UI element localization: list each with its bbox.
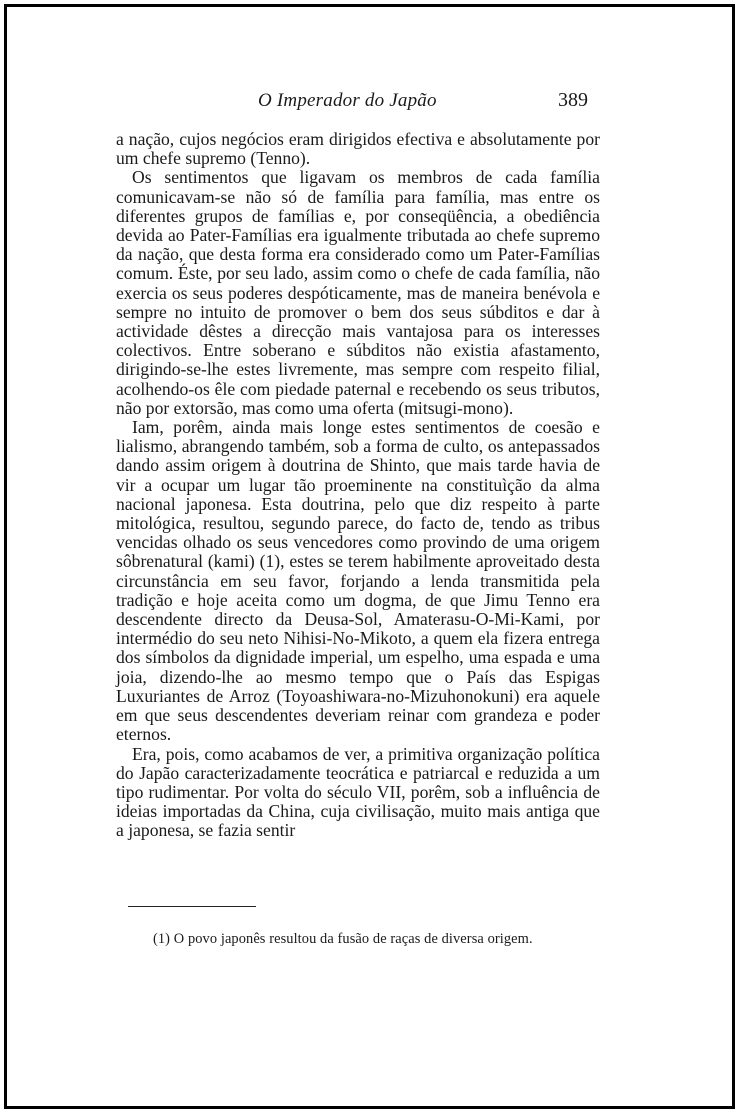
paragraph: Os sentimentos que ligavam os membros de cada família comunicavam-se não só de família para família, mas entre os diferentes grupos de famílias e, por conseqüência, a obediência devida ao Pater-Famílias era igualmente tributada ao chefe supremo da nação, que desta forma era considerado como um Pater-Famílias comum. Éste, por seu lado, assim como o chefe de cada família, não exercia os seus poderes despóticamente, mas de maneira benévola e sempre no intuito de promover o bem dos seus súbditos e dar à actividade dêstes a direcção mais vantajosa para os interesses colectivos. Entre soberano e súbditos não existia afastamento, dirigindo-se-lhe estes livremente, mas sempre com respeito filial, acolhendo-os êle com piedade paternal e recebendo os seus tributos, não por extorsão, mas como uma oferta (mitsugi-mono). <box>116 167 600 418</box>
page-number: 389 <box>558 89 588 111</box>
running-title: O Imperador do Japão <box>258 90 437 111</box>
footnote: (1) O povo japonês resultou da fusão de raças de diversa origem. <box>153 931 533 947</box>
paragraph: Era, pois, como acabamos de ver, a primitiva organização política do Japão caracterizadamente teocrática e patriarcal e reduzida a um tipo rudimentar. Por volta do século VII, porêm, sob a influência de ideias importadas da China, cuja civilisação, muito mais antiga que a japonesa, se fazia sentir <box>116 743 600 841</box>
running-header <box>0 90 737 116</box>
paragraph: a nação, cujos negócios eram dirigidos efectiva e absolutamente por um chefe supremo (Tenno). <box>116 129 600 169</box>
paragraph: Iam, porêm, ainda mais longe estes sentimentos de coesão e lialismo, abrangendo também, sob a forma de culto, os antepassados dando assim origem à doutrina de Shinto, que mais tarde havia de vir a ocupar um lugar tão proeminente na constituìção da alma nacional japonesa. Esta doutrina, pelo que diz respeito à parte mitológica, resultou, segundo parece, do facto de, tendo as tribus vencidas olhado os seus vencedores como provindo de uma origem sôbrenatural (kami) (1), estes se terem habilmente aproveitado desta circunstância em seu favor, forjando a lenda transmitida pela tradição e hoje aceita como um dogma, de que Jimu Tenno era descendente directo da Deusa-Sol, Amaterasu-O-Mi-Kami, por intermédio do seu neto Nihisi-No-Mikoto, a quem ela fizera entrega dos símbolos da dignidade imperial, um espelho, uma espada e uma joia, dizendo-lhe ao mesmo tempo que o País das Espigas Luxuriantes de Arroz (Toyoashiwara-no-Mizuhonokuni) era aquele em que seus descendentes deveriam reinar com grandeza e poder eternos. <box>116 417 600 745</box>
body-text <box>116 130 600 841</box>
footnote-divider <box>128 906 256 907</box>
